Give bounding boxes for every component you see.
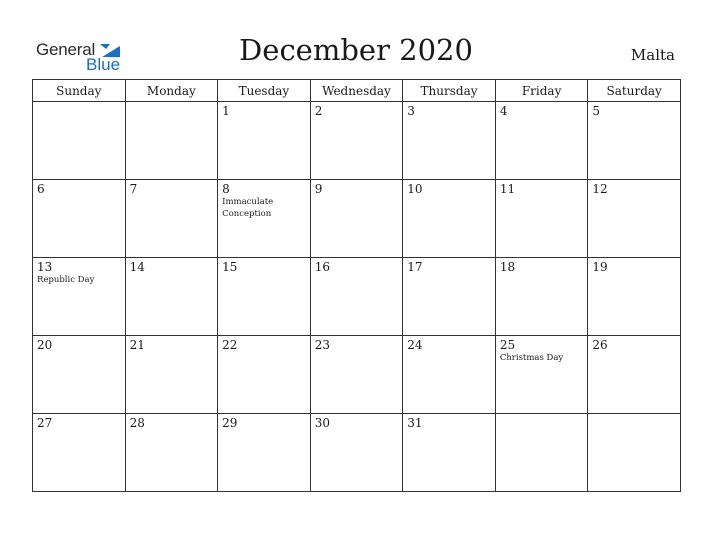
weekday-header: Wednesday: [310, 80, 403, 102]
holiday-label: Immaculate Conception: [222, 197, 274, 219]
day-number: 18: [499, 260, 516, 274]
weekday-header-row: [33, 80, 681, 102]
day-number: 9: [314, 182, 323, 196]
day-number: 24: [407, 338, 423, 352]
holiday-label: Christmas Day: [499, 353, 564, 363]
day-number: 28: [129, 416, 145, 430]
day-cell: [495, 102, 588, 180]
day-number: [496, 414, 588, 416]
day-number: 16: [314, 260, 330, 274]
day-number: 19: [592, 260, 608, 274]
day-number: 5: [592, 104, 601, 118]
day-cell: [403, 414, 496, 492]
day-number: 17: [407, 260, 423, 274]
day-cell: [33, 102, 126, 180]
day-number: 23: [314, 338, 330, 352]
day-cell: [588, 180, 681, 258]
day-cell: [588, 336, 681, 414]
day-number: 31: [407, 416, 423, 430]
day-number: 6: [37, 182, 45, 196]
day-number: 20: [37, 338, 53, 352]
day-number: 4: [499, 104, 508, 118]
calendar-grid: [32, 79, 681, 492]
day-cell: [495, 336, 588, 414]
day-cell: [125, 336, 218, 414]
day-cell: [218, 336, 311, 414]
day-number: 14: [129, 260, 145, 274]
day-number: 12: [592, 182, 608, 196]
week-row: [33, 336, 681, 414]
day-cell: [310, 180, 403, 258]
day-cell: [33, 336, 126, 414]
week-row: [33, 180, 681, 258]
day-number: [588, 414, 680, 416]
week-row: [33, 102, 681, 180]
day-cell: [218, 258, 311, 336]
weekday-header: Saturday: [588, 80, 681, 102]
day-number: 21: [129, 338, 145, 352]
day-cell: [218, 180, 311, 258]
day-cell: [125, 102, 218, 180]
day-cell: [495, 180, 588, 258]
day-number: 10: [407, 182, 423, 196]
day-cell: [310, 102, 403, 180]
country-label: Malta: [630, 46, 675, 64]
weekday-header: Monday: [125, 80, 218, 102]
week-row: [33, 258, 681, 336]
day-cell: [403, 258, 496, 336]
weekday-header: Tuesday: [218, 80, 311, 102]
day-number: 2: [314, 104, 323, 118]
day-cell: [33, 258, 126, 336]
day-number: 22: [222, 338, 238, 352]
day-cell: [125, 180, 218, 258]
day-cell: [588, 258, 681, 336]
day-cell: [495, 414, 588, 492]
day-cell: [33, 414, 126, 492]
day-cell: [403, 102, 496, 180]
day-number: 27: [37, 416, 53, 430]
day-number: 29: [222, 416, 238, 430]
day-number: 8: [222, 182, 230, 196]
day-cell: [218, 102, 311, 180]
day-cell: [125, 414, 218, 492]
day-cell: [310, 414, 403, 492]
day-cell: [403, 180, 496, 258]
day-cell: [588, 102, 681, 180]
day-number: 13: [37, 260, 53, 274]
weekday-header: Friday: [495, 80, 588, 102]
day-number: 15: [222, 260, 238, 274]
week-row: [33, 414, 681, 492]
day-cell: [495, 258, 588, 336]
day-cell: [33, 180, 126, 258]
day-number: 26: [592, 338, 608, 352]
day-number: 30: [314, 416, 330, 430]
holiday-label: Republic Day: [37, 275, 95, 285]
day-number: [33, 102, 125, 104]
day-number: 7: [129, 182, 138, 196]
day-number: 25: [499, 338, 516, 352]
weekday-header: Thursday: [403, 80, 496, 102]
day-cell: [588, 414, 681, 492]
day-cell: [403, 336, 496, 414]
day-number: [126, 102, 218, 104]
day-number: 1: [222, 104, 230, 118]
logo-text-general: General: [36, 40, 96, 59]
day-cell: [310, 258, 403, 336]
calendar-title: December 2020: [239, 33, 473, 67]
day-number: 3: [407, 104, 415, 118]
weekday-header: Sunday: [33, 80, 126, 102]
day-cell: [310, 336, 403, 414]
day-number: 11: [499, 182, 516, 196]
day-cell: [125, 258, 218, 336]
logo-text-blue: Blue: [86, 55, 121, 74]
day-cell: [218, 414, 311, 492]
